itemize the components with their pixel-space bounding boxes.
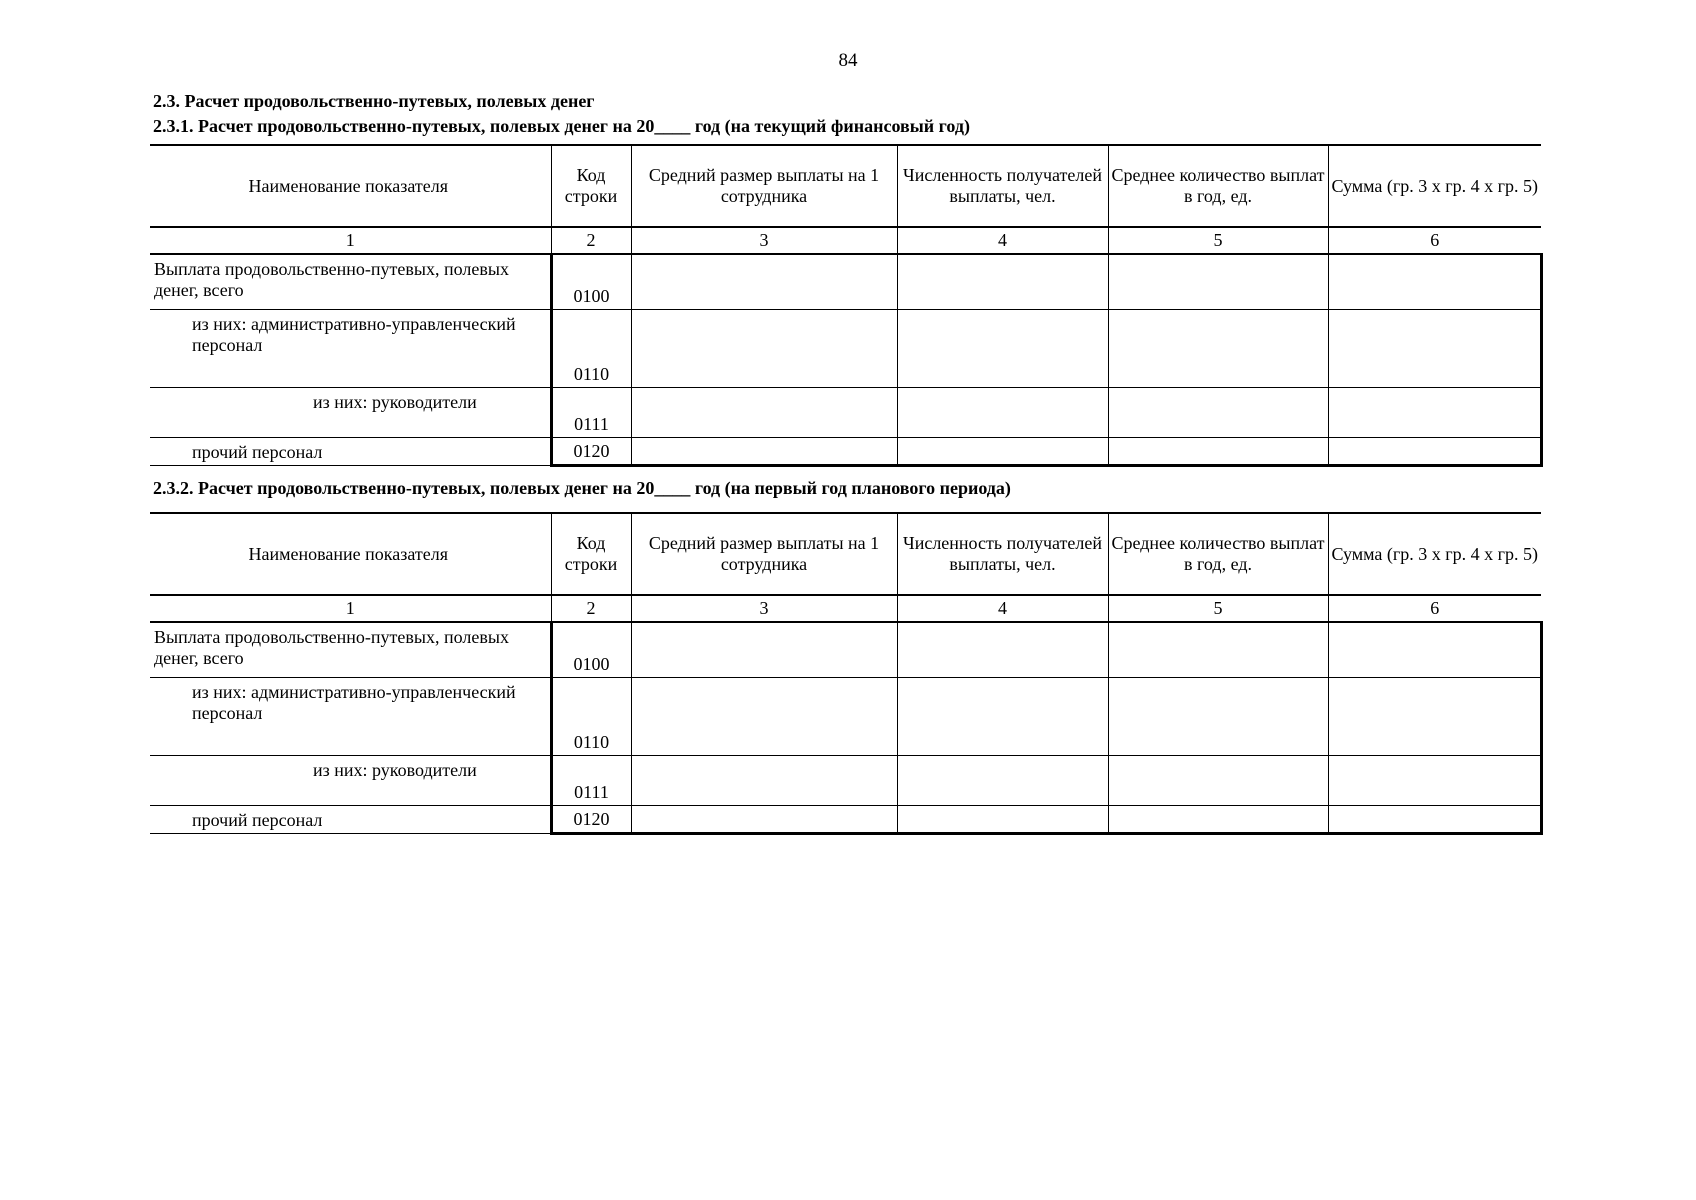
input-cell[interactable] <box>897 387 1108 437</box>
column-number: 1 <box>150 595 551 622</box>
header-recipients-count: Численность получателей выплаты, чел. <box>897 145 1108 227</box>
subsection-title-2: 2.3.2. Расчет продовольственно-путевых, полевых денег на 20____ год (на первый год планового периода) <box>153 478 1011 498</box>
input-cell[interactable] <box>631 387 897 437</box>
page-number: 84 <box>838 50 858 71</box>
table-row <box>150 387 1541 437</box>
header-payments-per-year: Среднее количество выплат в год, ед. <box>1108 513 1328 595</box>
column-number: 4 <box>897 595 1108 622</box>
row-label: из них: административно-управленческий персонал <box>150 309 551 387</box>
input-cell[interactable] <box>631 805 897 833</box>
section-title: 2.3. Расчет продовольственно-путевых, полевых денег <box>153 91 595 111</box>
input-cell[interactable] <box>1108 387 1328 437</box>
column-number-row <box>150 227 1541 254</box>
input-cell[interactable] <box>897 437 1108 465</box>
calculation-table-current-year <box>150 144 1543 467</box>
input-cell[interactable] <box>1328 437 1541 465</box>
header-row-code: Код строки <box>551 513 631 595</box>
input-cell[interactable] <box>1328 254 1541 309</box>
column-number: 6 <box>1328 227 1541 254</box>
column-number: 5 <box>1108 595 1328 622</box>
header-average-payment: Средний размер выплаты на 1 сотрудника <box>631 145 897 227</box>
input-cell[interactable] <box>897 622 1108 677</box>
header-sum: Сумма (гр. 3 х гр. 4 х гр. 5) <box>1328 513 1541 595</box>
row-code: 0111 <box>551 387 631 437</box>
input-cell[interactable] <box>1108 254 1328 309</box>
input-cell[interactable] <box>1328 387 1541 437</box>
input-cell[interactable] <box>631 437 897 465</box>
input-cell[interactable] <box>1328 309 1541 387</box>
column-number-row <box>150 595 1541 622</box>
input-cell[interactable] <box>897 677 1108 755</box>
input-cell[interactable] <box>631 622 897 677</box>
header-average-payment: Средний размер выплаты на 1 сотрудника <box>631 513 897 595</box>
table-row <box>150 677 1541 755</box>
column-number: 5 <box>1108 227 1328 254</box>
table-row <box>150 437 1541 465</box>
input-cell[interactable] <box>631 755 897 805</box>
column-number: 3 <box>631 595 897 622</box>
input-cell[interactable] <box>1108 437 1328 465</box>
row-label: Выплата продовольственно-путевых, полевых денег, всего <box>150 622 551 677</box>
table-row <box>150 805 1541 833</box>
table-header-row <box>150 145 1541 227</box>
row-code: 0100 <box>551 254 631 309</box>
input-cell[interactable] <box>1328 755 1541 805</box>
row-label: прочий персонал <box>150 805 551 833</box>
input-cell[interactable] <box>1328 622 1541 677</box>
table-row <box>150 254 1541 309</box>
input-cell[interactable] <box>1108 309 1328 387</box>
header-indicator-name: Наименование показателя <box>150 513 551 595</box>
calculation-table-first-planning-year <box>150 512 1543 835</box>
row-label: Выплата продовольственно-путевых, полевых денег, всего <box>150 254 551 309</box>
input-cell[interactable] <box>631 309 897 387</box>
row-code: 0100 <box>551 622 631 677</box>
row-label: из них: руководители <box>150 387 551 437</box>
header-sum: Сумма (гр. 3 х гр. 4 х гр. 5) <box>1328 145 1541 227</box>
row-label: прочий персонал <box>150 437 551 465</box>
input-cell[interactable] <box>1328 677 1541 755</box>
subsection-title-1: 2.3.1. Расчет продовольственно-путевых, полевых денег на 20____ год (на текущий финансовый год) <box>153 116 970 136</box>
input-cell[interactable] <box>897 755 1108 805</box>
row-code: 0110 <box>551 677 631 755</box>
input-cell[interactable] <box>897 254 1108 309</box>
column-number: 1 <box>150 227 551 254</box>
header-row-code: Код строки <box>551 145 631 227</box>
header-recipients-count: Численность получателей выплаты, чел. <box>897 513 1108 595</box>
column-number: 2 <box>551 595 631 622</box>
input-cell[interactable] <box>1108 805 1328 833</box>
column-number: 2 <box>551 227 631 254</box>
column-number: 6 <box>1328 595 1541 622</box>
table-row <box>150 622 1541 677</box>
table-header-row <box>150 513 1541 595</box>
header-indicator-name: Наименование показателя <box>150 145 551 227</box>
row-label: из них: административно-управленческий персонал <box>150 677 551 755</box>
input-cell[interactable] <box>631 254 897 309</box>
header-payments-per-year: Среднее количество выплат в год, ед. <box>1108 145 1328 227</box>
column-number: 3 <box>631 227 897 254</box>
input-cell[interactable] <box>897 309 1108 387</box>
input-cell[interactable] <box>897 805 1108 833</box>
row-code: 0110 <box>551 309 631 387</box>
table-row <box>150 755 1541 805</box>
row-label: из них: руководители <box>150 755 551 805</box>
column-number: 4 <box>897 227 1108 254</box>
input-cell[interactable] <box>1108 677 1328 755</box>
row-code: 0120 <box>551 805 631 833</box>
row-code: 0120 <box>551 437 631 465</box>
row-code: 0111 <box>551 755 631 805</box>
input-cell[interactable] <box>631 677 897 755</box>
table-row <box>150 309 1541 387</box>
input-cell[interactable] <box>1108 622 1328 677</box>
input-cell[interactable] <box>1108 755 1328 805</box>
input-cell[interactable] <box>1328 805 1541 833</box>
